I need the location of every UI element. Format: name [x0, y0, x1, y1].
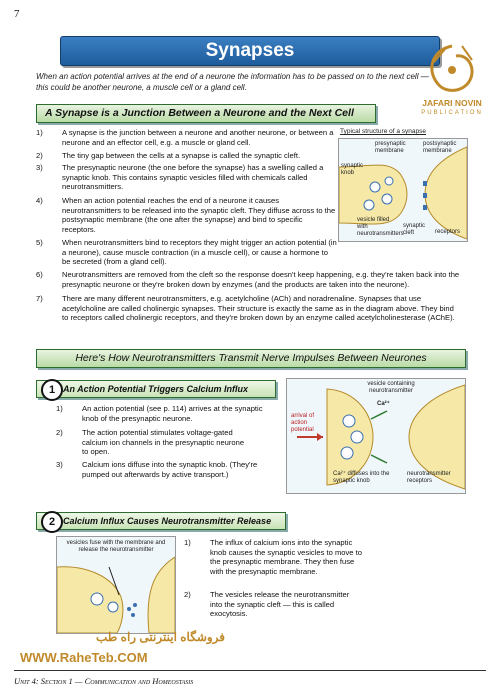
diagram-caption: Typical structure of a synapse — [340, 128, 426, 135]
label-arrival: arrival of action potential — [291, 413, 315, 433]
page-title: Synapses — [205, 40, 295, 61]
step1-heading-bar — [36, 380, 276, 398]
step2-number: 2 — [41, 511, 63, 533]
neurotransmitter-release-diagram — [56, 536, 176, 634]
label-receptors: receptors — [435, 229, 461, 235]
label-cleft: synaptic cleft — [403, 223, 426, 236]
page-title-bar — [60, 36, 440, 66]
label-vesicles-fuse: vesicles fuse with the membrane and release the neurotransmitter — [66, 540, 166, 553]
label-vesicle: vesicle filled with neurotransmitters — [357, 217, 404, 237]
watermark-persian: فروشگاه اینترنتی راه طب — [96, 630, 226, 644]
label-presynaptic: presynaptic membrane — [375, 141, 406, 154]
page-footer — [0, 670, 500, 700]
step2-list: 1) The influx of calcium ions into the synaptic knob causes the synaptic vesicles to move to the presynaptic membrane. They then fuse with the presynaptic membrane. 2) The vesicles release the neurotransmitter into the synaptic cleft — this is called exocytosis. — [184, 538, 362, 619]
section2-heading-bar — [36, 349, 466, 368]
step1-number: 1 — [41, 379, 63, 401]
label-nt-receptors: neurotransmitter receptors — [407, 471, 451, 484]
section1-heading: A Synapse is a Junction Between a Neurone and the Next Cell — [45, 107, 354, 119]
label-ca: Ca²⁺ — [377, 401, 390, 407]
step1-heading: An Action Potential Triggers Calcium Influx — [63, 384, 249, 394]
page-number: 7 — [14, 8, 20, 20]
step2-heading: Calcium Influx Causes Neurotransmitter Release — [63, 516, 272, 526]
calcium-influx-diagram — [286, 378, 466, 494]
watermark-site: WWW.RaheTeb.COM — [20, 650, 148, 665]
publisher-sub: PUBLICATION — [421, 110, 483, 116]
diagram-frame — [338, 138, 468, 242]
section2-heading: Here's How Neurotransmitters Transmit Nerve Impulses Between Neurones — [75, 352, 427, 364]
intro-text: When an action potential arrives at the end of a neurone the information has to be passed on to the next cell — this could be another neurone, a muscle cell or a gland cell. — [36, 72, 429, 92]
synapse-structure-diagram — [338, 128, 468, 240]
step2-heading-bar — [36, 512, 286, 530]
publisher-name: JAFARI NOVIN — [422, 98, 482, 108]
section1-heading-bar — [36, 104, 376, 123]
step1-list: 1) An action potential (see p. 114) arrives at the synaptic knob of the presynaptic neurone. 2) The action potential stimulates voltage-gated calcium ion channels in the presynaptic neurone to open. 3) Calcium ions diffuse into the synaptic knob. (They're pumped out afterwards by active transport.) — [56, 404, 263, 479]
label-postsynaptic: postsynaptic membrane — [423, 141, 457, 154]
label-vesicle-containing: vesicle containing neurotransmitter — [367, 381, 415, 394]
label-diffuse: Ca²⁺ diffuses into the synaptic knob — [333, 471, 390, 484]
label-knob: synaptic knob — [341, 163, 364, 176]
footer-text: Unit 4: Section 1 — Communication and Homeostasis — [14, 676, 194, 686]
footer-rule — [14, 670, 486, 671]
section1-list: 1) A synapse is the junction between a neurone and another neurone, or between a neurone and an effector cell, e.g. a muscle or gland cell. 2) The tiny gap between the cells at a synapse is called the synaptic cleft. 3) The presynaptic neurone (the one before the synapse) has a swelling called a synaptic knob. This contains synaptic vesicles filled with chemicals called neurotransmitters. 4) When an action potential reaches the end of a neurone it causes neurotransmitters to be released into the synaptic cleft. They diffuse across to the postsynaptic membrane (the one after the synapse) and bind to specific receptors. 5) When neurotransmitters bind to receptors they might trigger an action potential (in a neurone), cause muscle contraction (in a muscle cell), or cause a hormone to be secreted (from a gland cell). 6) Neurotransmitters are removed from the cleft so the response doesn't keep happening, e.g. they're taken back into the presynaptic neurone or they're broken down by enzymes (and the products are taken into the neurone). 7) There are many different neurotransmitters, e.g. acetylcholine (ACh) and noradrenaline. Synapses that use acetylcholine are called cholinergic synapses. Their structure is exactly the same as in the diagram above. They bind to receptors called cholinergic receptors, and they're broken down by an enzyme called acetylcholinesterase (AChE). — [36, 128, 460, 323]
